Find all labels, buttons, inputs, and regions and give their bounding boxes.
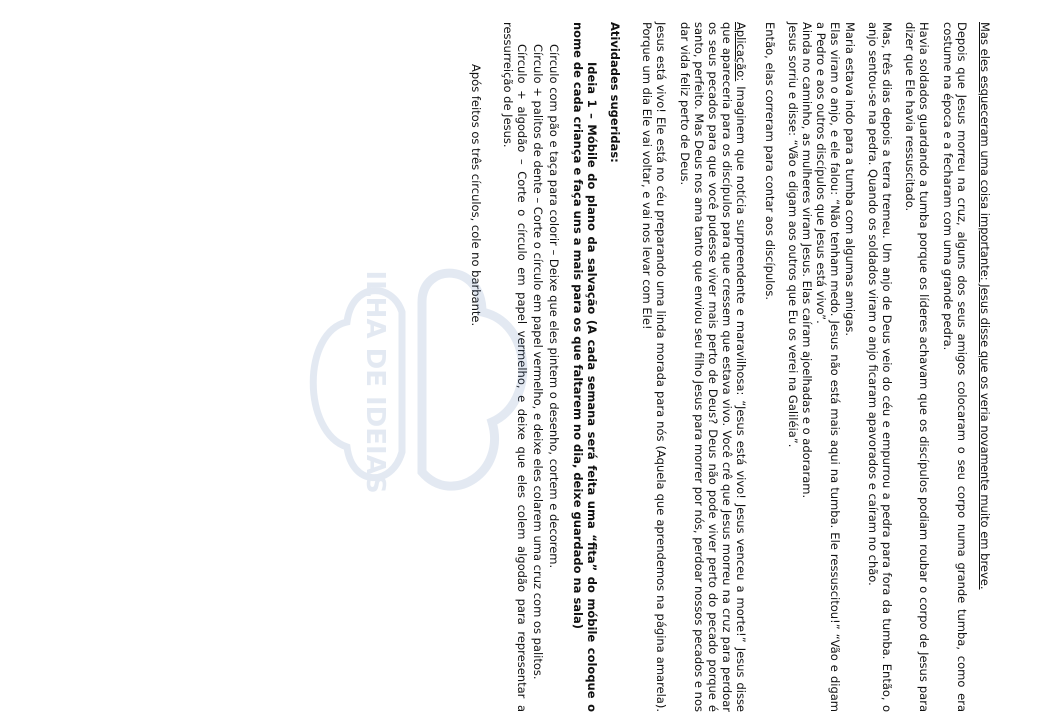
application-closing: Jesus está vivo! Ele está no céu preparando uma linda morada para nós (Aquela que aprendemos na página amarela). Porque um dia Ele vai voltar, e vai nos levar com Ele! bbox=[640, 22, 669, 712]
activity-item: Círculo com pão e taça para colorir – Deixe que eles pintem o desenho, cortem e decorem. bbox=[547, 44, 562, 569]
story-line: Elas viram o anjo, e ele falou: “Não tenham medo. Jesus não está mais aqui na tumba. Ele ressuscitou!” “Vão e digam a Pedro e aos outros discípulos que Jesus está vivo”. bbox=[814, 22, 843, 712]
watermark-text: ILHA DE IDEIAS bbox=[360, 270, 390, 494]
final-instruction: Após feitos os três círculos, cole no barbante. bbox=[468, 64, 483, 327]
application-text: Imaginem que notícia surpreendente e maravilhosa: “Jesus está vivo! Jesus venceu a morte!” Jesus disse que apareceria para os discípulos para que cressem que estava vivo. Você crê que Jesus morreu na cruz para perdoar os seus pecados para que você pudesse viver mais perto de Deus? Deus não pode viver perto do pecado porque é santo, perfeito. Mas Deus nos ama tanto que enviou seu filho Jesus para morrer por nós, perdoar nossos pecados e nos dar vida feliz perto de Deus. bbox=[677, 22, 749, 713]
activities-heading: Atividades sugeridas: bbox=[607, 22, 622, 163]
intro-underlined-text: Mas eles esqueceram uma coisa importante: Jesus disse que os veria novamente muito em breve. bbox=[978, 22, 992, 590]
story-paragraph: Havia soldados guardando a tumba porque os líderes achavam que os discípulos podiam roubar o corpo de Jesus para dizer que Ele havia ressuscitado. bbox=[903, 22, 932, 712]
idea-1-title: Ideia 1 – Móbile do plano da salvação (A cada semana será feita uma “fita” do móbile coloque o nome de cada criança e faça uns a mais para os que faltarem no dia, deixe guardado na sala) bbox=[570, 22, 599, 712]
application-label: Aplicação: bbox=[734, 22, 749, 82]
story-line: Jesus sorriu e disse: “Vão e digam aos outros que Eu os verei na Galiléia”. bbox=[785, 22, 800, 448]
application-paragraph bbox=[677, 22, 748, 712]
story-paragraph: Então, elas correram para contar aos discípulos. bbox=[762, 22, 777, 301]
rotated-document bbox=[92, 22, 992, 712]
story-line: Ainda no caminho, as mulheres viram Jesus. Elas caíram ajoelhadas e o adoraram. bbox=[799, 22, 814, 499]
intro-sentence bbox=[978, 22, 992, 712]
story-line: Maria estava indo para a tumba com algumas amigas. bbox=[842, 22, 857, 337]
story-block bbox=[786, 22, 857, 712]
story-paragraph: Mas, três dias depois a terra tremeu. Um anjo de Deus veio do céu e empurrou a pedra para fora da tumba. Então, o anjo sentou-se na pedra. Quando os soldados viram o anjo ficaram apavorados e caíram no chão. bbox=[865, 22, 894, 712]
activity-item: Círculo + palitos de dente – Corte o círculo em papel vermelho, e deixe eles colarem uma cruz com os palitos. bbox=[531, 44, 546, 680]
story-paragraph: Depois que Jesus morreu na cruz, alguns dos seus amigos colocaram o seu corpo numa grande tumba, como era costume na época e a fecharam com uma grande pedra. bbox=[940, 22, 969, 712]
activity-item: Círculo + algodão – Corte o círculo em papel vermelho, e deixe que eles colem algodão para representar a ressurreição de Jesus. bbox=[500, 22, 529, 712]
